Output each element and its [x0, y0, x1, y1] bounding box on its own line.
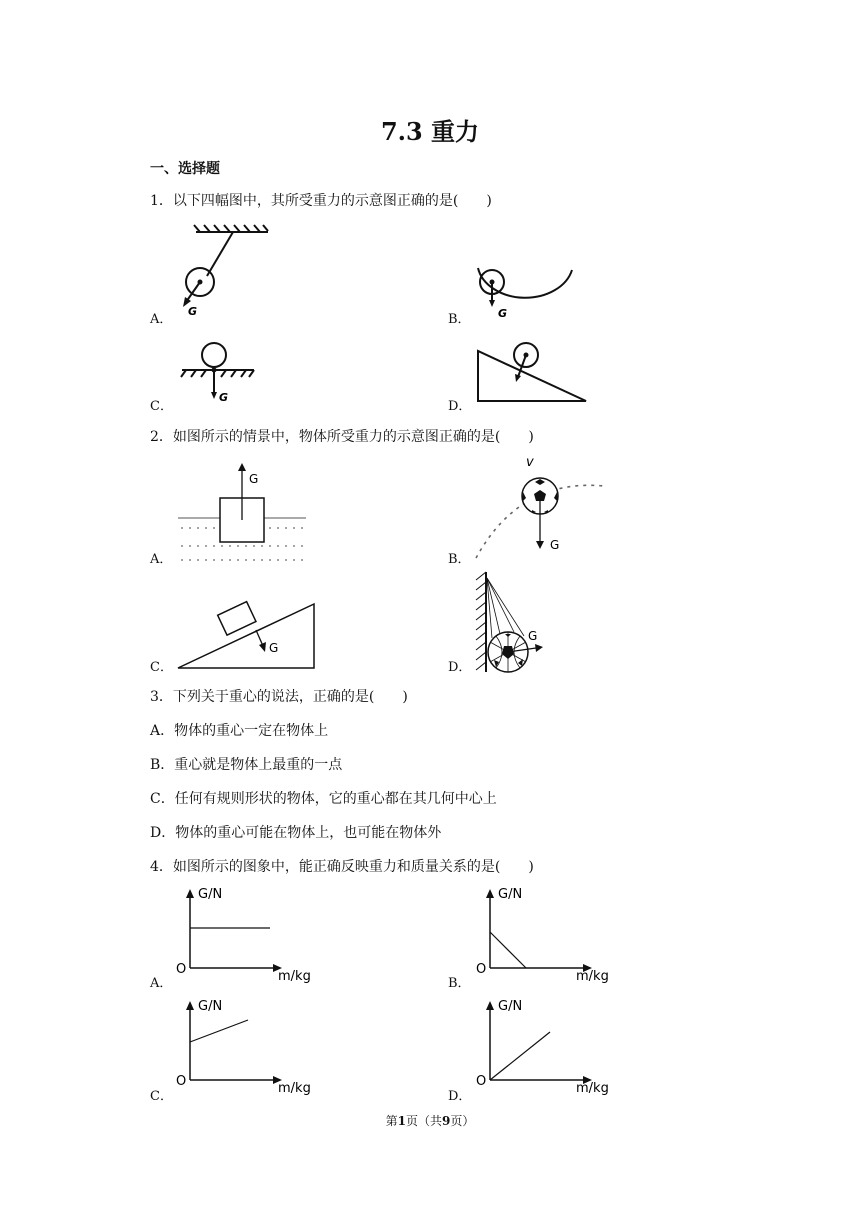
q1-option-a-label: A． [150, 312, 173, 327]
question-3-stem: 3．下列关于重心的说法，正确的是( ) [150, 689, 408, 705]
q1-c-force-label: G [219, 391, 229, 404]
q1-figure-d-incline [474, 335, 590, 407]
q2-option-b-label: B． [448, 552, 471, 567]
page-footer [0, 1112, 860, 1129]
q2-d-force-label: G [528, 629, 538, 643]
q3-option-b: B．重心就是物体上最重的一点 [150, 757, 343, 773]
q4-option-b-label: B． [448, 976, 471, 991]
q4-c-y-axis-label: G/N [198, 999, 223, 1014]
q4-c-origin-label: O [176, 1074, 187, 1089]
q2-figure-b-soccer-ball [470, 452, 606, 562]
q3-option-a: A．物体的重心一定在物体上 [150, 723, 329, 739]
section-heading: 一、选择题 [150, 161, 220, 177]
q2-option-d-label: D． [448, 660, 472, 675]
q2-option-c-label: C． [150, 660, 173, 675]
footer-prefix: 第 [385, 1114, 398, 1128]
q2-figure-a-floating-block [176, 458, 308, 566]
q4-c-x-axis-label: m/kg [278, 1081, 311, 1096]
q1-figure-b-bowl [470, 262, 580, 324]
page-title: 7.3 重力 [380, 117, 480, 146]
q2-c-force-label: G [269, 641, 279, 655]
question-2-stem: 2．如图所示的情景中，物体所受重力的示意图正确的是( ) [150, 429, 534, 445]
q2-a-force-label: G [249, 472, 259, 486]
q4-graph-b [472, 884, 622, 984]
q1-figure-c-ground [176, 340, 266, 410]
q2-option-a-label: A． [150, 552, 173, 567]
q4-graph-d [472, 996, 622, 1096]
q1-figure-a-pendulum [172, 222, 272, 320]
q4-option-d-label: D． [448, 1089, 472, 1104]
q4-d-x-axis-label: m/kg [576, 1081, 609, 1096]
question-4-stem: 4．如图所示的图象中，能正确反映重力和质量关系的是( ) [150, 859, 534, 875]
q4-graph-c [172, 996, 322, 1096]
q4-a-x-axis-label: m/kg [278, 969, 311, 984]
q4-graph-a [172, 884, 322, 984]
footer-suffix: 页） [450, 1114, 475, 1128]
q1-option-b-label: B． [448, 312, 471, 327]
q3-option-d: D．物体的重心可能在物体上，也可能在物体外 [150, 825, 442, 841]
q4-option-c-label: C． [150, 1089, 173, 1104]
q1-option-d-label: D． [448, 399, 472, 414]
q2-figure-d-ball-in-net [470, 570, 560, 674]
q4-a-y-axis-label: G/N [198, 887, 223, 902]
footer-middle: 页（共 [405, 1114, 442, 1128]
q4-d-y-axis-label: G/N [498, 999, 523, 1014]
q2-b-velocity-label: v [526, 455, 534, 470]
q4-b-y-axis-label: G/N [498, 887, 523, 902]
question-1-stem: 1．以下四幅图中，其所受重力的示意图正确的是( ) [150, 193, 492, 209]
q2-figure-c-block-on-incline [174, 596, 320, 672]
q2-b-force-label: G [550, 538, 560, 552]
footer-total-pages: 9 [442, 1114, 451, 1128]
q3-option-c: C．任何有规则形状的物体，它的重心都在其几何中心上 [150, 791, 497, 807]
q4-a-origin-label: O [176, 962, 187, 977]
q4-b-x-axis-label: m/kg [576, 969, 609, 984]
footer-page-number: 1 [397, 1114, 406, 1128]
q1-option-c-label: C． [150, 399, 173, 414]
q4-option-a-label: A． [150, 976, 173, 991]
q1-a-force-label: G [188, 305, 198, 318]
q4-b-origin-label: O [476, 962, 487, 977]
q4-d-origin-label: O [476, 1074, 487, 1089]
q1-b-force-label: G [498, 307, 508, 320]
